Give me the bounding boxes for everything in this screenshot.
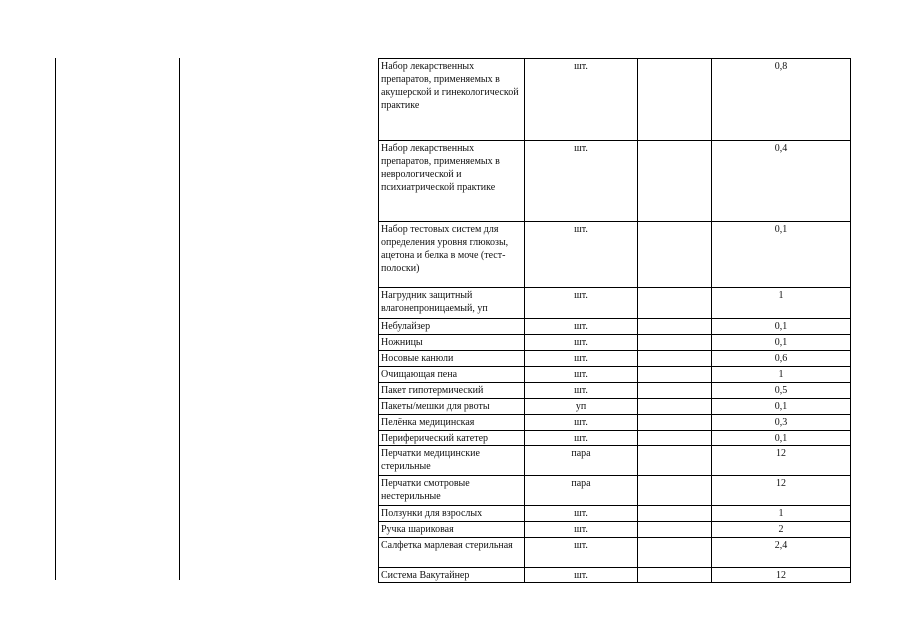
table-row <box>379 367 851 383</box>
table-row <box>379 446 851 476</box>
item-quantity: 0,1 <box>712 319 851 335</box>
item-unit: шт. <box>525 141 638 222</box>
item-name: Система Вакутайнер <box>379 568 525 583</box>
table-row <box>379 476 851 506</box>
item-unit: шт. <box>525 568 638 583</box>
item-extra <box>638 59 712 141</box>
item-quantity: 0,4 <box>712 141 851 222</box>
item-unit: шт. <box>525 506 638 522</box>
item-name: Очищающая пена <box>379 367 525 383</box>
item-name: Набор тестовых систем для определения уровня глюкозы, ацетона и белка в моче (тест-полоски) <box>379 222 525 288</box>
item-unit: шт. <box>525 288 638 319</box>
item-quantity: 0,1 <box>712 222 851 288</box>
item-extra <box>638 522 712 538</box>
item-quantity: 2 <box>712 522 851 538</box>
table-row <box>379 59 851 141</box>
table-row <box>379 319 851 335</box>
item-name: Нагрудник защитный влагонепроницаемый, уп <box>379 288 525 319</box>
item-quantity: 12 <box>712 568 851 583</box>
table-row <box>379 522 851 538</box>
item-name: Ползунки для взрослых <box>379 506 525 522</box>
item-quantity: 1 <box>712 506 851 522</box>
item-extra <box>638 222 712 288</box>
table-row <box>379 506 851 522</box>
item-name: Носовые канюли <box>379 351 525 367</box>
item-extra <box>638 335 712 351</box>
item-name: Набор лекарственных препаратов, применяемых в акушерской и гинекологической практике <box>379 59 525 141</box>
item-unit: шт. <box>525 383 638 399</box>
item-unit: шт. <box>525 222 638 288</box>
item-extra <box>638 538 712 568</box>
item-quantity: 0,1 <box>712 399 851 415</box>
table-row <box>379 222 851 288</box>
item-extra <box>638 351 712 367</box>
table-row <box>379 538 851 568</box>
item-name: Ручка шариковая <box>379 522 525 538</box>
item-name: Перчатки смотровые нестерильные <box>379 476 525 506</box>
item-name: Набор лекарственных препаратов, применяемых в неврологической и психиатрической практике <box>379 141 525 222</box>
item-quantity: 0,5 <box>712 383 851 399</box>
item-unit: пара <box>525 476 638 506</box>
item-unit: шт. <box>525 351 638 367</box>
table-row <box>379 568 851 583</box>
item-name: Периферический катетер <box>379 431 525 446</box>
item-unit: шт. <box>525 431 638 446</box>
table-row <box>379 415 851 431</box>
item-extra <box>638 399 712 415</box>
supplies-table <box>378 58 851 583</box>
item-quantity: 0,1 <box>712 335 851 351</box>
item-extra <box>638 288 712 319</box>
item-quantity: 2,4 <box>712 538 851 568</box>
item-quantity: 1 <box>712 367 851 383</box>
item-unit: шт. <box>525 538 638 568</box>
table-row <box>379 141 851 222</box>
item-unit: шт. <box>525 335 638 351</box>
item-extra <box>638 415 712 431</box>
item-extra <box>638 476 712 506</box>
left-border-line <box>55 58 56 580</box>
item-extra <box>638 319 712 335</box>
item-extra <box>638 446 712 476</box>
item-extra <box>638 367 712 383</box>
table-row <box>379 399 851 415</box>
item-extra <box>638 431 712 446</box>
item-quantity: 12 <box>712 476 851 506</box>
item-name: Пакет гипотермический <box>379 383 525 399</box>
column-divider-line <box>179 58 180 580</box>
item-name: Небулайзер <box>379 319 525 335</box>
item-unit: уп <box>525 399 638 415</box>
item-quantity: 1 <box>712 288 851 319</box>
item-name: Пелёнка медицинская <box>379 415 525 431</box>
table-row <box>379 431 851 446</box>
item-quantity: 0,6 <box>712 351 851 367</box>
item-extra <box>638 141 712 222</box>
item-unit: шт. <box>525 367 638 383</box>
item-unit: шт. <box>525 59 638 141</box>
item-extra <box>638 568 712 583</box>
item-extra <box>638 506 712 522</box>
item-name: Ножницы <box>379 335 525 351</box>
item-unit: шт. <box>525 415 638 431</box>
item-unit: шт. <box>525 319 638 335</box>
table-row <box>379 288 851 319</box>
item-quantity: 0,8 <box>712 59 851 141</box>
item-quantity: 0,3 <box>712 415 851 431</box>
item-unit: шт. <box>525 522 638 538</box>
table-row <box>379 351 851 367</box>
item-name: Пакеты/мешки для рвоты <box>379 399 525 415</box>
table-row <box>379 335 851 351</box>
item-name: Салфетка марлевая стерильная <box>379 538 525 568</box>
item-quantity: 12 <box>712 446 851 476</box>
item-name: Перчатки медицинские стерильные <box>379 446 525 476</box>
item-extra <box>638 383 712 399</box>
item-quantity: 0,1 <box>712 431 851 446</box>
item-unit: пара <box>525 446 638 476</box>
table-row <box>379 383 851 399</box>
